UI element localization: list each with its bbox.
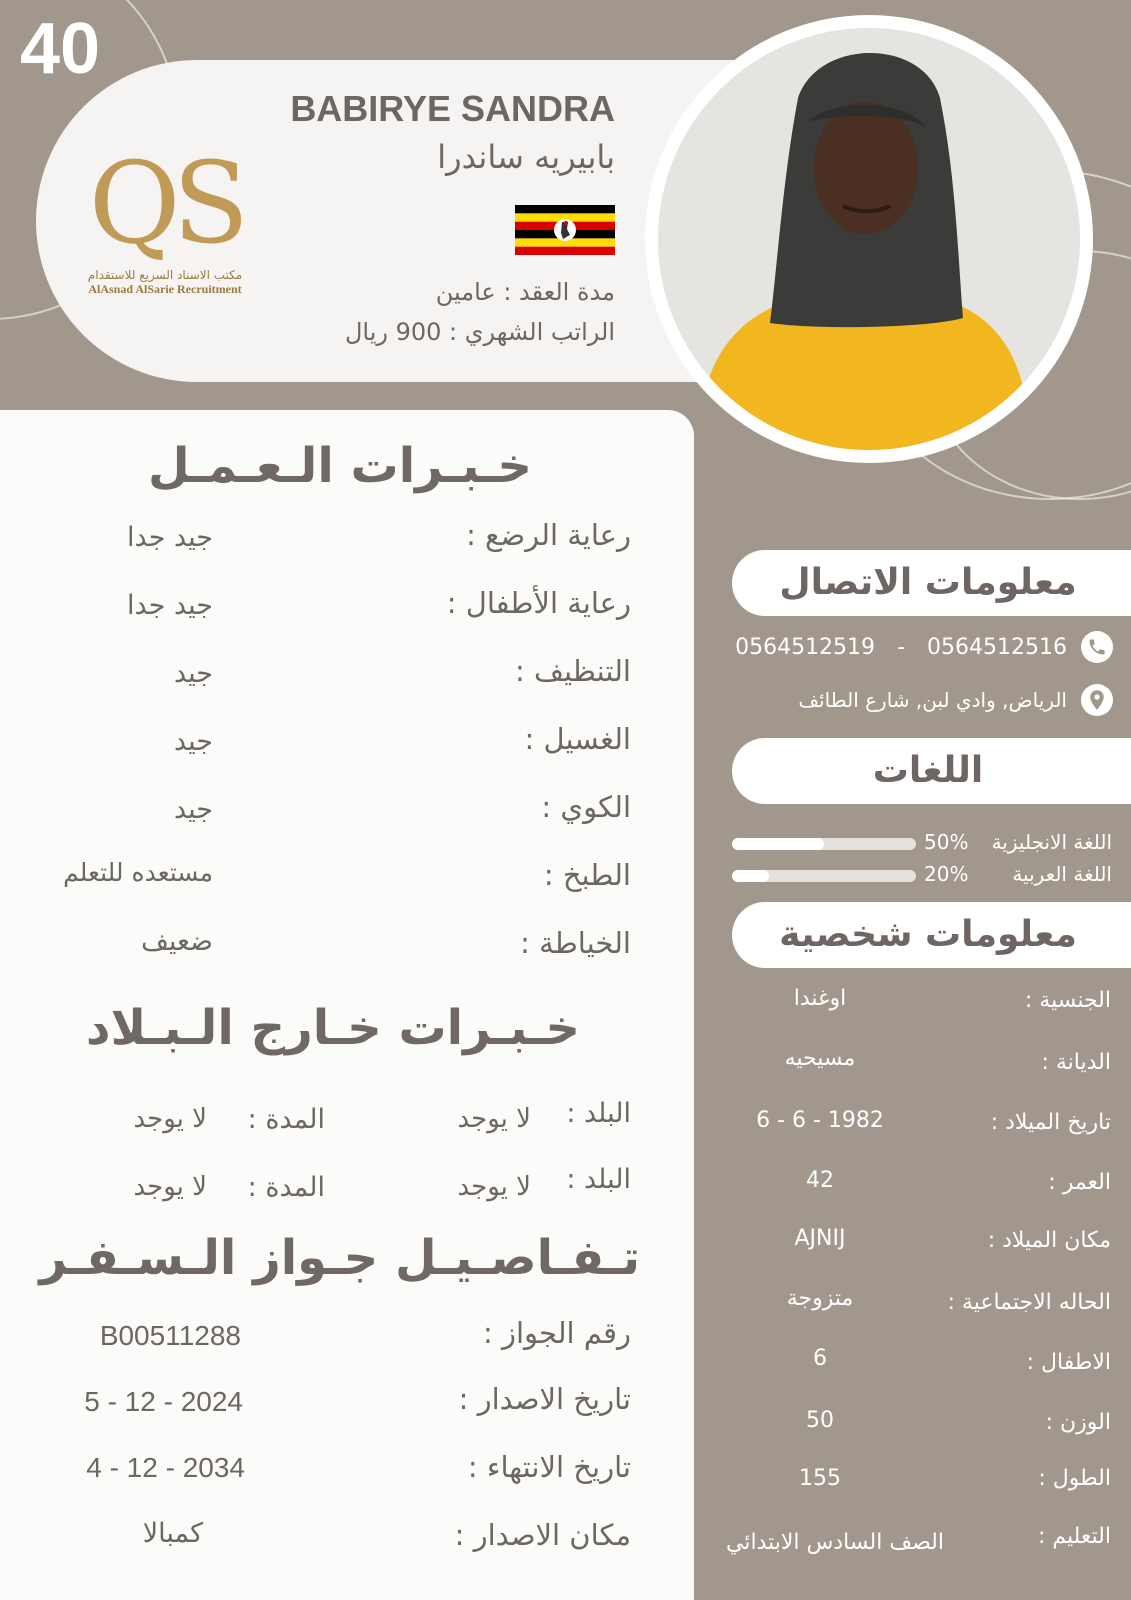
personal-label: الطول : <box>1038 1466 1111 1491</box>
personal-label: مكان الميلاد : <box>987 1228 1111 1253</box>
personal-value: اوغندا <box>793 986 847 1011</box>
abroad-duration-label: المدة : <box>247 1104 325 1135</box>
personal-value: 50 <box>806 1408 834 1433</box>
passport-issue-place-value: كمبالا <box>142 1518 203 1549</box>
personal-value: AJNIJ <box>794 1226 846 1251</box>
language-percent: 20% <box>924 862 969 886</box>
language-percent: 50% <box>924 830 969 854</box>
language-row <box>732 862 1112 890</box>
company-logo <box>60 139 270 297</box>
abroad-duration-value: لا يوجد <box>133 1104 207 1134</box>
personal-value: متزوجة <box>786 1286 854 1311</box>
abroad-experience-title: خـبـرات خـارج الـبـلاد <box>85 1000 580 1056</box>
abroad-duration-value: لا يوجد <box>133 1172 207 1202</box>
language-level-fill <box>732 870 769 882</box>
language-level-bar <box>732 870 916 882</box>
work-skill-label: الخياطة : <box>520 926 631 960</box>
personal-value: 155 <box>799 1466 841 1491</box>
work-skill-label: الكوي : <box>541 790 631 824</box>
personal-label: تاريخ الميلاد : <box>990 1110 1111 1135</box>
monthly-salary: الراتب الشهري : 900 ريال <box>344 318 615 346</box>
personal-label: التعليم : <box>1037 1524 1111 1549</box>
language-level-bar <box>732 838 916 850</box>
worker-photo <box>658 28 1080 450</box>
portrait-illustration <box>658 28 1080 450</box>
logo-name-ar: مكتب الاسناد السريع للاستقدام <box>87 268 243 282</box>
personal-title: معلومات شخصية <box>779 914 1077 955</box>
phone-icon <box>1081 631 1113 663</box>
passport-issue-place-label: مكان الاصدار : <box>454 1518 631 1552</box>
abroad-country-value: لا يوجد <box>457 1172 531 1202</box>
work-skill-value: جيد <box>173 658 213 689</box>
passport-issue-date-value: 5 - 12 - 2024 <box>84 1386 243 1417</box>
language-name: اللغة الانجليزية <box>991 830 1112 854</box>
language-level-fill <box>732 838 824 850</box>
passport-number-label: رقم الجواز : <box>482 1316 631 1350</box>
work-skill-value: جيد <box>173 726 213 757</box>
personal-label: الديانة : <box>1041 1050 1111 1075</box>
phone-number-2[interactable]: 0564512519 <box>735 634 876 660</box>
passport-issue-date-label: تاريخ الاصدار : <box>458 1382 631 1416</box>
personal-label: الجنسية : <box>1024 988 1111 1013</box>
phone-separator: - <box>897 634 906 660</box>
work-skill-label: رعاية الرضع : <box>466 518 631 552</box>
work-skill-value: مستعده للتعلم <box>63 858 213 887</box>
card-number: 40 <box>20 9 101 89</box>
contact-section-header <box>732 550 1131 616</box>
work-skill-value: جيد جدا <box>127 522 213 553</box>
personal-label: الوزن : <box>1045 1410 1111 1435</box>
personal-label: الحاله الاجتماعية : <box>947 1290 1111 1315</box>
personal-section-header <box>732 902 1131 968</box>
logo-mark: QS <box>88 139 242 269</box>
languages-section-header <box>732 738 1131 804</box>
work-skill-label: رعاية الأطفال : <box>446 586 631 620</box>
work-skill-label: التنظيف : <box>515 654 631 688</box>
work-skill-label: الغسيل : <box>524 722 631 756</box>
passport-number-value: B00511288 <box>99 1320 241 1351</box>
passport-details-title: تـفـاصـيـل جـواز الـسـفـر <box>39 1230 640 1286</box>
address-text: الرياض, وادي لبن, شارع الطائف <box>798 688 1067 712</box>
logo-name-en: AlAsnad AlSarie Recruitment <box>88 282 242 296</box>
work-skill-value: جيد <box>173 794 213 825</box>
personal-label: العمر : <box>1048 1170 1111 1195</box>
work-skill-label: الطبخ : <box>543 858 631 892</box>
passport-expiry-date-label: تاريخ الانتهاء : <box>467 1450 631 1484</box>
personal-value: 42 <box>806 1168 834 1193</box>
abroad-country-label: البلد : <box>566 1098 631 1129</box>
languages-title: اللغات <box>872 750 984 791</box>
abroad-country-label: البلد : <box>566 1164 631 1195</box>
abroad-country-value: لا يوجد <box>457 1104 531 1134</box>
contact-title: معلومات الاتصال <box>779 562 1077 603</box>
phone-row <box>735 630 1113 664</box>
language-name: اللغة العربية <box>1012 862 1112 886</box>
uganda-flag-icon <box>515 205 615 255</box>
personal-value: الصف السادس الابتدائي <box>726 1530 944 1555</box>
worker-name-ar: بابيريه ساندرا <box>437 138 615 176</box>
personal-label: الاطفال : <box>1026 1350 1111 1375</box>
passport-expiry-date-value: 4 - 12 - 2034 <box>86 1452 245 1483</box>
worker-name-en: BABIRYE SANDRA <box>290 88 615 129</box>
location-pin-icon <box>1081 684 1113 716</box>
contract-duration: مدة العقد : عامين <box>435 278 615 306</box>
work-skill-value: جيد جدا <box>127 590 213 621</box>
work-skill-value: ضعيف <box>140 926 213 957</box>
abroad-duration-label: المدة : <box>247 1172 325 1203</box>
personal-value: 6 - 6 - 1982 <box>756 1108 884 1133</box>
language-row <box>732 830 1112 858</box>
address-row <box>798 683 1113 717</box>
personal-value: 6 <box>813 1346 827 1371</box>
work-experience-title: خـبـرات الـعـمـل <box>147 438 533 494</box>
phone-number-1[interactable]: 0564512516 <box>927 634 1067 660</box>
personal-value: مسيحيه <box>784 1046 856 1071</box>
